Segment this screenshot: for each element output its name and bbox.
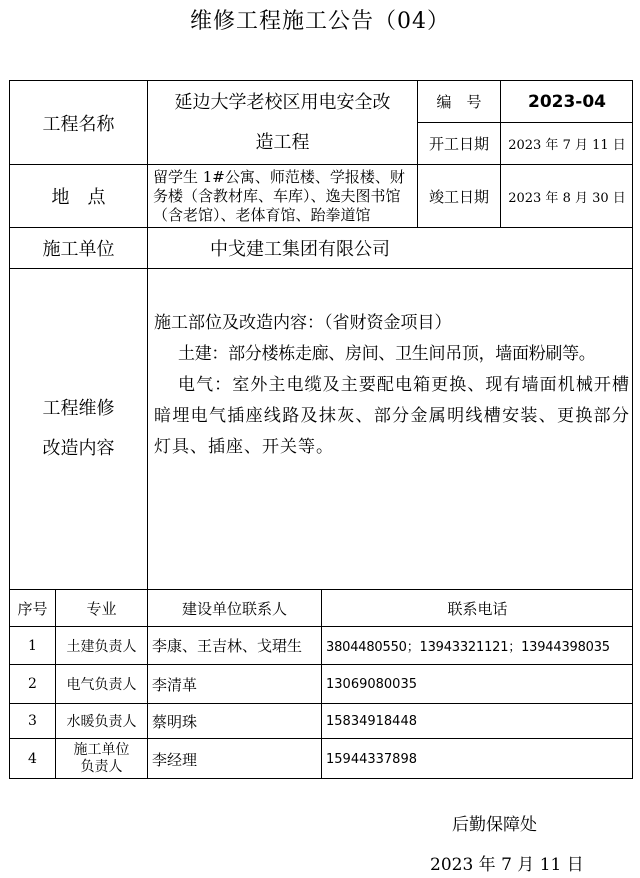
- project-name-line2: 造工程: [255, 131, 310, 153]
- project-name-line1: 延边大学老校区用电安全改: [174, 91, 391, 113]
- content-body: [154, 308, 630, 463]
- end-date-label: 竣工日期: [428, 187, 489, 206]
- content-electrical: 电气：室外主电缆及主要配电箱更换、现有墙面机械开槽暗埋电气插座线路及抹灰、部分金属明线槽安装、更换部分灯具、插座、开关等。: [154, 375, 630, 457]
- table-row-phone: 15834918448: [326, 713, 417, 729]
- start-date-label: 开工日期: [428, 135, 489, 153]
- table-row-names: 李清革: [152, 675, 198, 694]
- table-row-phone: 3804480550；13943321121；13944398035: [326, 640, 610, 655]
- content-label: [10, 269, 147, 589]
- number-value: 2023-04: [527, 91, 607, 112]
- header-contact: 建设单位联系人: [181, 599, 287, 618]
- table-row-role-line2: 负责人: [80, 759, 123, 775]
- end-date-value: 2023 年 8 月 30 日: [508, 190, 626, 206]
- content-intro: 施工部位及改造内容：（省财资金项目）: [154, 313, 452, 333]
- page-title: 维修工程施工公告（04）: [190, 9, 450, 34]
- table-row-no: 1: [28, 637, 37, 654]
- issue-date: 2023 年 7 月 11 日: [430, 855, 584, 875]
- table-row-role-line1: 施工单位: [73, 742, 130, 758]
- project-name-label: 工程名称: [42, 113, 115, 135]
- table-row-role: 土建负责人: [66, 638, 137, 655]
- table-row-role: [56, 739, 147, 779]
- content-civil: 土建：部分楼栋走廊、房间、卫生间吊顶，墙面粉刷等。: [178, 344, 596, 364]
- header-role: 专业: [86, 599, 117, 618]
- location-value: 留学生 1#公寓、师范楼、学报楼、财务楼（含教材库、车库）、逸夫图书馆（含老馆）、老体育馆、跆拳道馆: [153, 167, 405, 224]
- table-row-no: 2: [28, 676, 37, 692]
- table-row-phone: 15944337898: [326, 751, 417, 767]
- project-name-value: [148, 81, 417, 164]
- table-row-names: 李康、王吉林、戈珺生: [152, 637, 303, 655]
- content-label-line2: 改造内容: [42, 438, 115, 459]
- table-row-names: 蔡明珠: [152, 712, 198, 731]
- number-label: 编 号: [436, 93, 482, 111]
- table-row-no: 3: [28, 713, 37, 729]
- issuing-department: 后勤保障处: [452, 815, 537, 835]
- contractor-value: 中戈建工集团有限公司: [210, 239, 390, 260]
- location-label: 地 点: [51, 187, 106, 208]
- table-row-role: 电气负责人: [66, 677, 137, 693]
- table-row-no: 4: [28, 751, 37, 767]
- table-row-role: 水暖负责人: [66, 714, 137, 730]
- table-row-names: 李经理: [152, 750, 198, 769]
- table-row-phone: 13069080035: [326, 676, 417, 692]
- content-label-line1: 工程维修: [42, 398, 115, 419]
- header-phone: 联系电话: [447, 599, 508, 618]
- header-no: 序号: [17, 599, 48, 618]
- start-date-value: 2023 年 7 月 11 日: [508, 138, 626, 153]
- col-divider: [147, 80, 148, 779]
- contractor-label: 施工单位: [42, 239, 115, 260]
